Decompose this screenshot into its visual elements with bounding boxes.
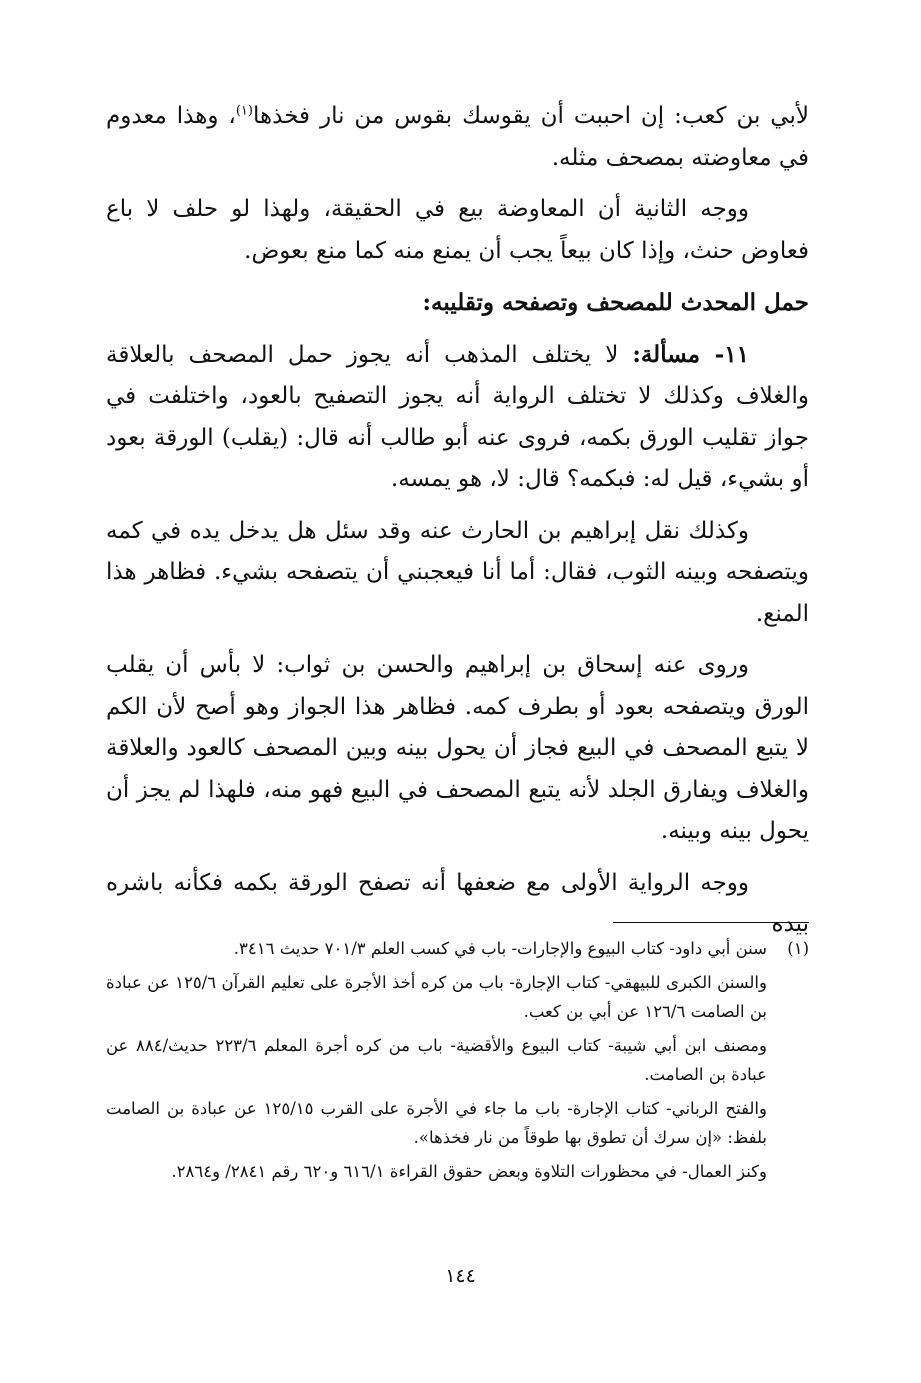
footnote-source-5: وكنز العمال- في محظورات التلاوة وبعض حقوق القراءة ٦١٦/١ و٦٢٠ رقم ٢٨٤١/ و٢٨٦٤. [171, 1162, 767, 1181]
main-text-block [106, 96, 809, 956]
footnote-1 [106, 934, 809, 1191]
footnote-source-1: سنن أبي داود- كتاب البيوع والإجارات- باب في كسب العلم ٧٠١/٣ حديث ٣٤١٦. [233, 939, 767, 958]
page-number: ١٤٤ [445, 1265, 476, 1287]
footnote-source-3: ومصنف ابن أبي شيبة- كتاب البيوع والأقضية- باب من كره أجرة المعلم ٢٢٣/٦ حديث/٨٨٤ عن عبادة بن الصامت. [106, 1036, 767, 1084]
paragraph-2: ووجه الثانية أن المعاوضة بيع في الحقيقة، ولهذا لو حلف لا باع فعاوض حنث، وإذا كان بيعاً يجب أن يمنع منه كما منع بعوض. [106, 196, 809, 264]
paragraph-1-text-end: ، وهذا معدوم في معاوضته بمصحف مثله. [106, 103, 809, 171]
footnote-reference[interactable]: (١) [235, 103, 253, 119]
section-heading: حمل المحدث للمصحف وتصفحه وتقليبه: [422, 289, 809, 316]
paragraph-4: وكذلك نقل إبراهيم بن الحارث عنه وقد سئل هل يدخل يده في كمه ويتصفحه وبينه الثوب، فقال: أما أنا فيعجبني أن يتصفحه بشيء. فظاهر هذا المنع. [106, 517, 809, 627]
paragraph-1-text: لأبي بن كعب: إن احببت أن يقوسك بقوس من نار فخذها [252, 103, 809, 129]
paragraph-6: ووجه الرواية الأولى مع ضعفها أنه تصفح الورقة بكمه فكأنه باشره بيده [106, 869, 809, 937]
footnotes-block [106, 934, 809, 1191]
footnote-source-2: والسنن الكبرى للبيهقي- كتاب الإجارة- باب من كره أخذ الأجرة على تعليم القرآن ١٢٥/٦ عن عبادة بن الصامت ١٢٦/٦ عن أبي بن كعب. [106, 973, 767, 1021]
paragraph-3 [106, 334, 809, 501]
footnote-body [106, 934, 779, 1191]
footnote-source-4: والفتح الرباني- كتاب الإجارة- باب ما جاء في الأجرة على القرب ١٢٥/١٥ عن عبادة بن الصامت بلفظ: «إن سرك أن تطوق بها طوقاً من نار فخذها». [106, 1099, 767, 1147]
paragraph-3-text: لا يختلف المذهب أنه يجوز حمل المصحف بالعلاقة والغلاف وكذلك لا تختلف الرواية أنه يجوز التصفيح بالعود، واختلفت في جواز تقليب الورق بكمه، فروى عنه أبو طالب أنه قال: (يقلب) الورقة بعود أو بشيء، قيل له: فبكمه؟ قال: لا، هو يمسه. [106, 341, 809, 492]
footnote-separator [613, 922, 809, 923]
paragraph-1 [106, 96, 809, 179]
footnote-marker: (١) [787, 939, 809, 958]
paragraph-5: وروى عنه إسحاق بن إبراهيم والحسن بن ثواب: لا بأس أن يقلب الورق ويتصفحه بعود أو بطرف كمه. فظاهر هذا الجواز وهو أصح لأن الكم لا يتبع المصحف في البيع فجاز أن يحول بينه وبين المصحف كالعود والعلاقة والغلاف ويفارق الجلد لأنه يتبع المصحف في البيع فهو منه، فلهذا لم يجز أن يحول بينه وبينه. [106, 652, 809, 844]
issue-label: ١١- مسألة: [632, 340, 749, 368]
